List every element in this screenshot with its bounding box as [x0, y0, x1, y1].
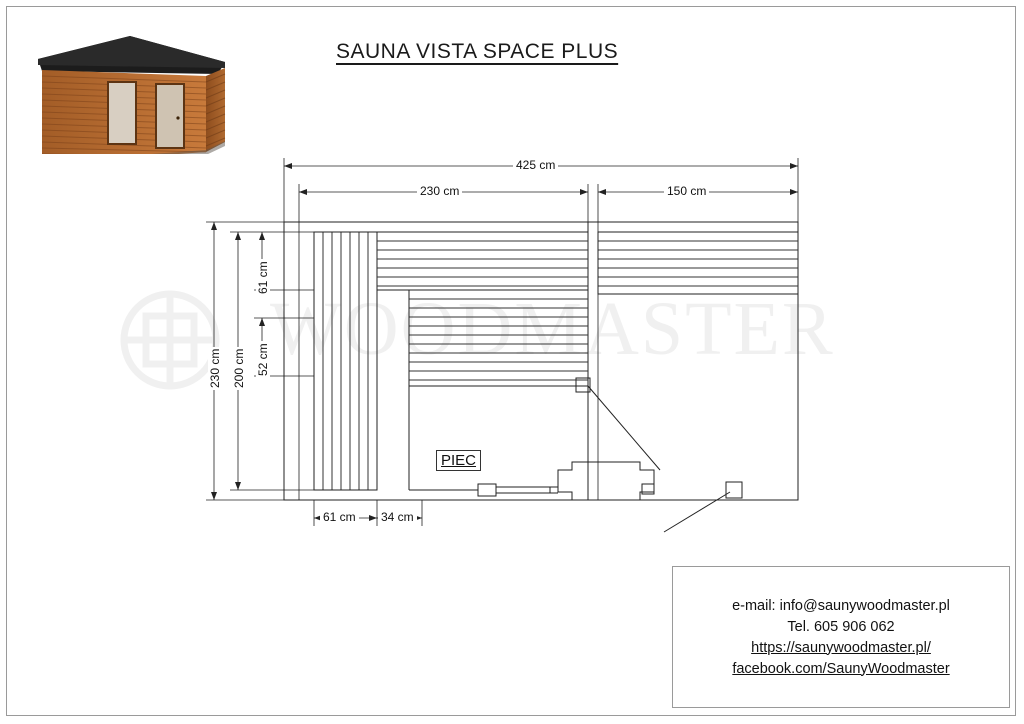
- stove-label: PIEC: [436, 450, 481, 471]
- dim-bench-upper: 61 cm: [256, 261, 270, 294]
- page-title: SAUNA VISTA SPACE PLUS: [336, 40, 619, 63]
- contact-box: [672, 566, 1010, 708]
- watermark-text: WOODMASTER: [270, 287, 835, 371]
- dim-room-right-width: 150 cm: [664, 184, 709, 198]
- dim-inner-depth: 200 cm: [232, 348, 246, 388]
- dim-total-width: 425 cm: [513, 158, 558, 172]
- contact-email: e-mail: info@saunywoodmaster.pl: [732, 597, 950, 614]
- contact-facebook[interactable]: facebook.com/SaunyWoodmaster: [732, 660, 950, 677]
- dim-bottom-right: 34 cm: [378, 510, 417, 524]
- dim-total-depth: 230 cm: [208, 348, 222, 388]
- contact-phone: Tel. 605 906 062: [787, 618, 895, 635]
- contact-website[interactable]: https://saunywoodmaster.pl/: [751, 639, 931, 656]
- dim-bottom-left: 61 cm: [320, 510, 359, 524]
- dim-bench-lower: 52 cm: [256, 343, 270, 376]
- dim-room-left-width: 230 cm: [417, 184, 462, 198]
